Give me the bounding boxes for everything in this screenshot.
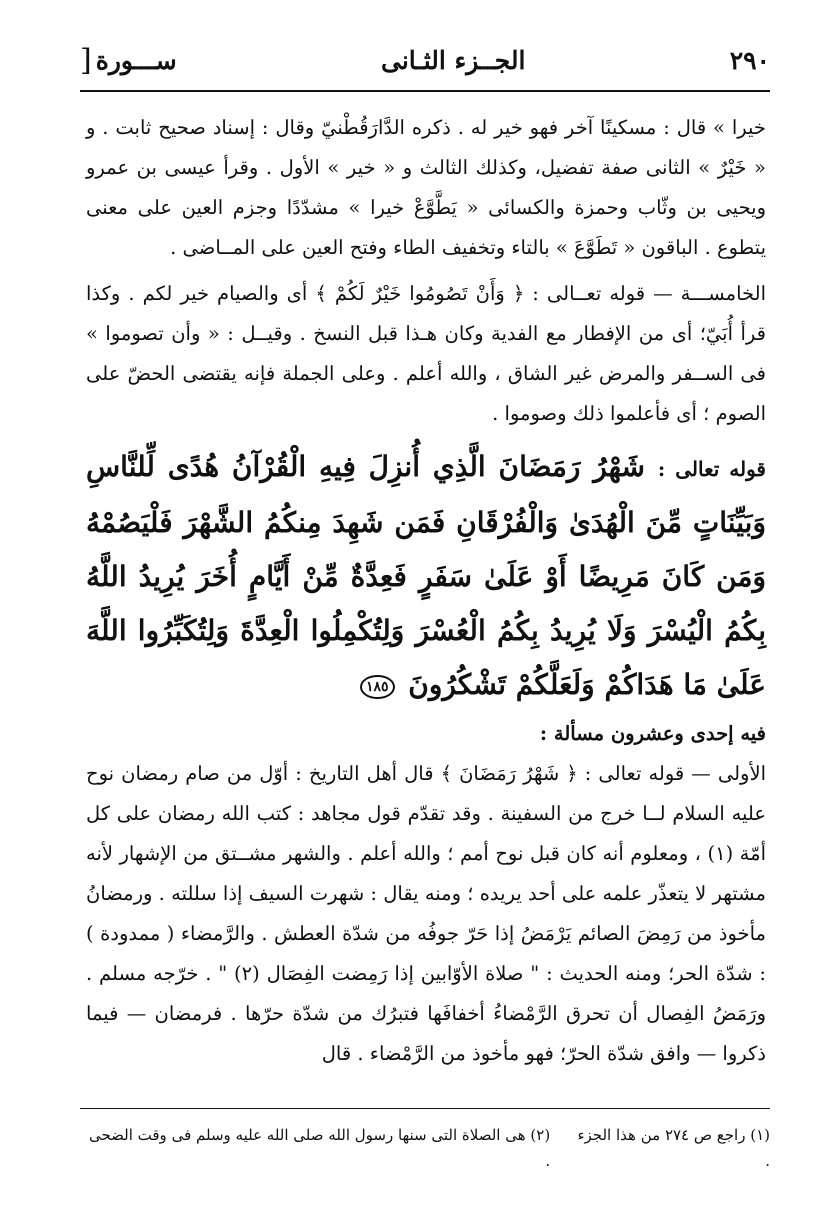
footnote: (١) راجع ص ٢٧٤ من هذا الجزء . <box>577 1126 770 1170</box>
verse-lead: قوله تعالى : <box>657 457 766 481</box>
page-header <box>80 40 770 80</box>
page-body <box>86 108 766 1074</box>
quran-verse-block <box>86 440 766 712</box>
issue-intro: فيه إحدى وعشرون مسألة : <box>539 722 766 745</box>
part-title: الجــزء الثـانى <box>381 45 526 75</box>
page-number: ٢٩٠ <box>729 45 770 75</box>
paragraph: الأولى — قوله تعالى : ﴿ شَهْرُ رَمَضَانَ ﴾ قال أهل التاريخ : أوّل من صام رمضان نوح عليه السلام لــا خرج من السفينة . وقد تقدّم قول مجاهد : كتب الله رمضان على كل أمّة (١) ، ومعلوم أنه كان قبل نوح أمم ؛ والله أعلم . والشهر مشــتق من الإشهار لأنه مشتهر لا يتعذّر علمه على أحد يريده ؛ ومنه يقال : شهرت السيف إذا سللته . ورمضانُ مأخوذ من رَمِضَ الصائم يَرْمَضُ إذا حَرّ جوفُه من شدّة العطش . والرَّمضاء ( ممدودة ) : شدّة الحر؛ ومنه الحديث : " صلاة الأوّابين إذا رَمِضت الفِصَال (٢) " . خرّجه مسلم . ورَمَضُ الفِصال أن تحرق الرَّمْضاءُ أخفافَها فتبرُك من شدّة حرّها . فرمضان — فيما ذكروا — وافق شدّة الحرّ؛ فهو مأخوذ من الرَّمْضاء . قال <box>86 762 766 1065</box>
sura-label-group <box>80 43 177 78</box>
footnote: (٢) هى الصلاة التى سنها رسول الله صلى الله عليه وسلم فى وقت الضحى . <box>88 1126 551 1170</box>
header-bracket: [ <box>80 42 92 78</box>
paragraph: خيرا » قال : مسكينًا آخر فهو خير له . ذكره الدَّارَقُطْنيّ وقال : إسناد صحيح ثابت . و « خَيْرٌ » الثانى صفة تفضيل، وكذلك الثالث و « خير » الأول . وقرأ عيسى بن عمرو ويحيى بن وثّاب وحمزة والكسائى « يَطَّوَّعْ خيرا » مشدّدًا وجزم العين على معنى يتطوع . الباقون « تَطَوَّعَ » بالتاء وتخفيف الطاء وفتح العين على المــاضى . <box>86 116 766 259</box>
quran-verse-text: شَهْرُ رَمَضَانَ الَّذِي أُنزِلَ فِيهِ الْقُرْآنُ هُدًى لِّلنَّاسِ وَبَيِّنَاتٍ مِّنَ الْهُدَىٰ وَالْفُرْقَانِ فَمَن شَهِدَ مِنكُمُ الشَّهْرَ فَلْيَصُمْهُ وَمَن كَانَ مَرِيضًا أَوْ عَلَىٰ سَفَرٍ فَعِدَّةٌ مِّنْ أَيَّامٍ أُخَرَ يُرِيدُ اللَّهُ بِكُمُ الْيُسْرَ وَلَا يُرِيدُ بِكُمُ الْعُسْرَ وَلِتُكْمِلُوا الْعِدَّةَ وَلِتُكَبِّرُوا اللَّهَ عَلَىٰ مَا هَدَاكُمْ وَلَعَلَّكُمْ تَشْكُرُونَ <box>86 450 766 701</box>
header-rule <box>80 90 770 92</box>
footnote-rule <box>80 1108 770 1109</box>
verse-number-badge: ١٨٥ <box>360 675 395 699</box>
paragraph: الخامســـة — قوله تعــالى : ﴿ وَأَنْ تَصُومُوا خَيْرٌ لَكُمْ ﴾ أى والصيام خير لكم . وكذا قرأ أُبَيّ؛ أى من الإفطار مع الفدية وكان هـذا قبل النسخ . وقيــل : « وأن تصوموا » فى الســفر والمرض غير الشاق ، والله أعلم . وعلى الجملة فإنه يقتضى الحضّ على الصوم ؛ أى فأعلموا ذلك وصوموا . <box>86 282 766 425</box>
sura-label: ســـورة <box>95 45 177 75</box>
footnotes <box>80 1122 770 1174</box>
